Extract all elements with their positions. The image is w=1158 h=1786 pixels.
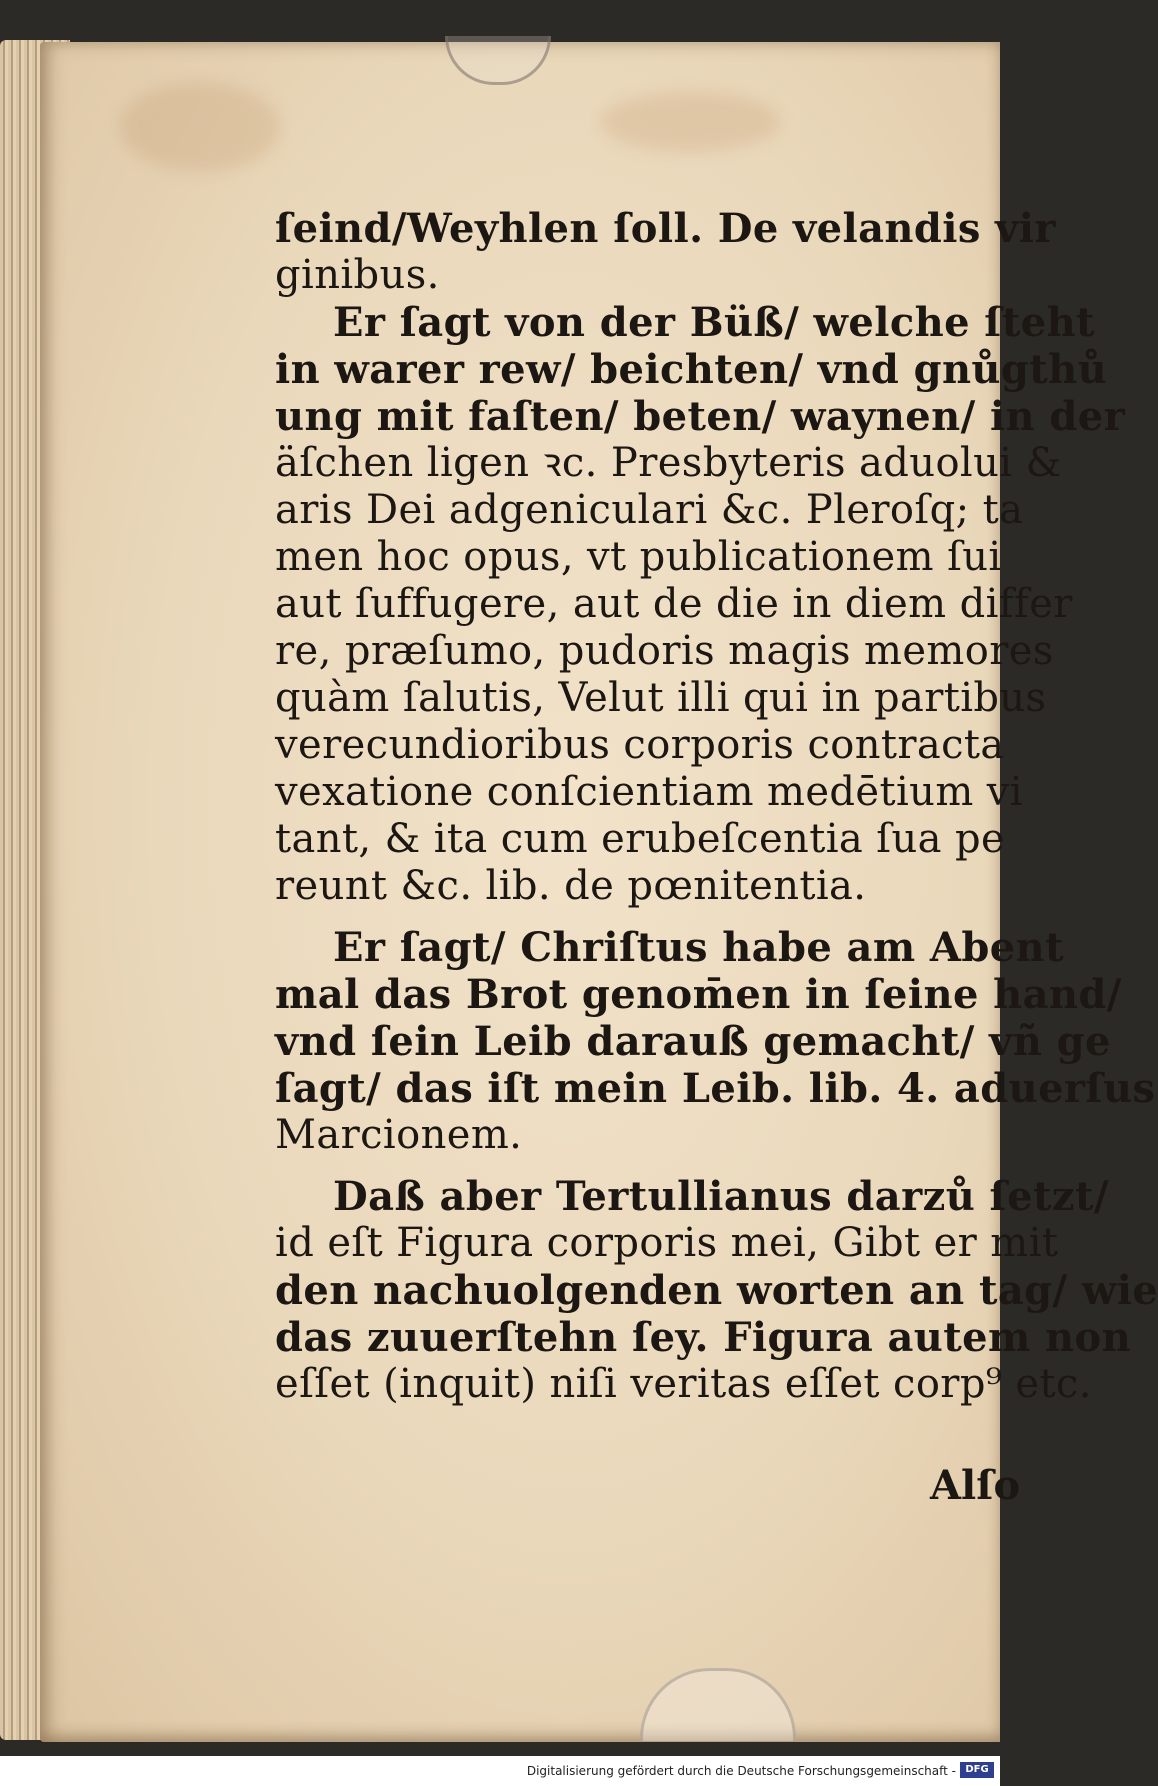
funding-credit: Digitalisierung gefördert durch die Deutsche Forschungsgemeinschaft - — [526, 1764, 956, 1778]
digitization-footer — [0, 1756, 1000, 1786]
stain — [120, 82, 280, 172]
text-line: vexatione conſcientiam medētium vi — [275, 769, 1023, 815]
text-line: ſeind/Weyhlen ſoll. De velandis vir — [275, 205, 1056, 252]
text-line: ginibus. — [275, 252, 440, 298]
catchword: Alſo — [930, 1462, 1021, 1509]
text-line: Er ſagt/ Chriſtus habe am Abent — [333, 924, 1064, 971]
dfg-logo: DFG — [960, 1762, 994, 1778]
text-line: ung mit faſten/ beten/ waynen/ in der — [275, 393, 1126, 440]
page-text — [275, 205, 1158, 1408]
text-line: quàm ſalutis, Velut illi qui in partibus — [275, 675, 1047, 721]
text-line: aris Dei adgeniculari &c. Pleroſq; ta — [275, 487, 1024, 533]
text-line: id eſt Figura corporis mei, Gibt er mit — [275, 1220, 1059, 1266]
text-line: reunt &c. lib. de pœnitentia. — [275, 863, 867, 909]
text-line: in warer rew/ beichten/ vnd gnůgthů — [275, 346, 1108, 393]
text-line: eſſet (inquit) niſi veritas eſſet corp⁹ etc. — [275, 1361, 1092, 1407]
text-line: verecundioribus corporis contracta — [275, 722, 1005, 768]
text-line: äſchen ligen ꝛc. Presbyteris aduolui & — [275, 440, 1062, 486]
text-line: den nachuolgenden worten an tag/ wie — [275, 1267, 1158, 1314]
text-line: ſagt/ das iſt mein Leib. lib. 4. aduerſus — [275, 1065, 1156, 1112]
text-line: men hoc opus, vt publicationem ſui — [275, 534, 1002, 580]
text-line: Er ſagt von der Büß/ welche ſteht — [333, 299, 1095, 346]
text-line: vnd ſein Leib darauß gemacht/ vñ ge — [275, 1018, 1111, 1065]
stain — [600, 92, 780, 152]
text-line: Daß aber Tertullianus darzů ſetzt/ — [333, 1173, 1109, 1220]
text-line: Marcionem. — [275, 1112, 523, 1158]
text-line: tant, & ita cum erubeſcentia ſua pe — [275, 816, 1006, 862]
text-line: aut ſuffugere, aut de die in diem differ — [275, 581, 1073, 627]
text-line: mal das Brot genom̄en in ſeine hand/ — [275, 971, 1122, 1018]
text-line: das zuuerſtehn ſey. Figura autem non — [275, 1314, 1132, 1361]
text-line: re, præſumo, pudoris magis memores — [275, 628, 1054, 674]
